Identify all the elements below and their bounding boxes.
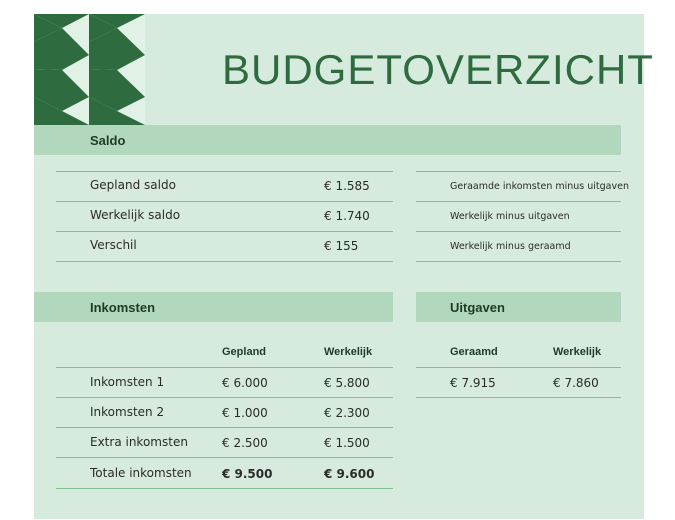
inkomsten-total-label: Totale inkomsten: [90, 466, 192, 480]
saldo-rule: [56, 171, 393, 172]
inkomsten-heading: Inkomsten: [90, 300, 156, 315]
uitgaven-actual-value: € 7.860: [553, 376, 599, 390]
uitgaven-rule: [416, 367, 621, 368]
saldo-heading: Saldo: [90, 133, 126, 148]
inkomsten-row-planned: € 1.000: [222, 406, 268, 420]
saldo-row-note: Werkelijk minus uitgaven: [450, 211, 570, 222]
triangle-pattern-logo: [34, 14, 145, 125]
saldo-row-value: € 1.585: [324, 179, 370, 193]
saldo-rule: [56, 201, 393, 202]
inkomsten-total-planned: € 9.500: [222, 467, 273, 481]
inkomsten-rule: [56, 397, 393, 398]
budget-sheet: [34, 14, 654, 519]
inkomsten-row-actual: € 1.500: [324, 436, 370, 450]
saldo-row-value: € 155: [324, 239, 359, 253]
saldo-row-label: Werkelijk saldo: [90, 208, 181, 222]
uitgaven-heading: Uitgaven: [450, 300, 505, 315]
page-title: BUDGETOVERZICHT: [222, 46, 654, 93]
inkomsten-row-label: Inkomsten 2: [90, 405, 165, 419]
inkomsten-rule: [56, 457, 393, 458]
uitgaven-col-actual: Werkelijk: [553, 346, 602, 358]
inkomsten-col-actual: Werkelijk: [324, 346, 373, 358]
inkomsten-col-planned: Gepland: [222, 346, 267, 358]
uitgaven-estimated-value: € 7.915: [450, 376, 496, 390]
inkomsten-total-actual: € 9.600: [324, 467, 375, 481]
inkomsten-row-planned: € 2.500: [222, 436, 268, 450]
inkomsten-rule: [56, 367, 393, 368]
inkomsten-band: [34, 292, 393, 322]
inkomsten-row-actual: € 2.300: [324, 406, 370, 420]
saldo-row-note: Werkelijk minus geraamd: [450, 241, 571, 252]
inkomsten-row-planned: € 6.000: [222, 376, 268, 390]
saldo-row-label: Gepland saldo: [90, 178, 176, 192]
uitgaven-rule: [416, 397, 621, 398]
saldo-rule: [56, 261, 393, 262]
saldo-note-rule: [416, 201, 621, 202]
inkomsten-row-label: Inkomsten 1: [90, 375, 165, 389]
saldo-note-rule: [416, 261, 621, 262]
inkomsten-rule: [56, 488, 393, 489]
saldo-note-rule: [416, 171, 621, 172]
uitgaven-col-estimated: Geraamd: [450, 346, 498, 358]
saldo-rule: [56, 231, 393, 232]
inkomsten-rule: [56, 427, 393, 428]
saldo-row-note: Geraamde inkomsten minus uitgaven: [450, 181, 629, 192]
inkomsten-row-actual: € 5.800: [324, 376, 370, 390]
uitgaven-band: [416, 292, 621, 322]
saldo-row-value: € 1.740: [324, 209, 370, 223]
saldo-note-rule: [416, 231, 621, 232]
inkomsten-row-label: Extra inkomsten: [90, 435, 188, 449]
saldo-row-label: Verschil: [90, 238, 137, 252]
